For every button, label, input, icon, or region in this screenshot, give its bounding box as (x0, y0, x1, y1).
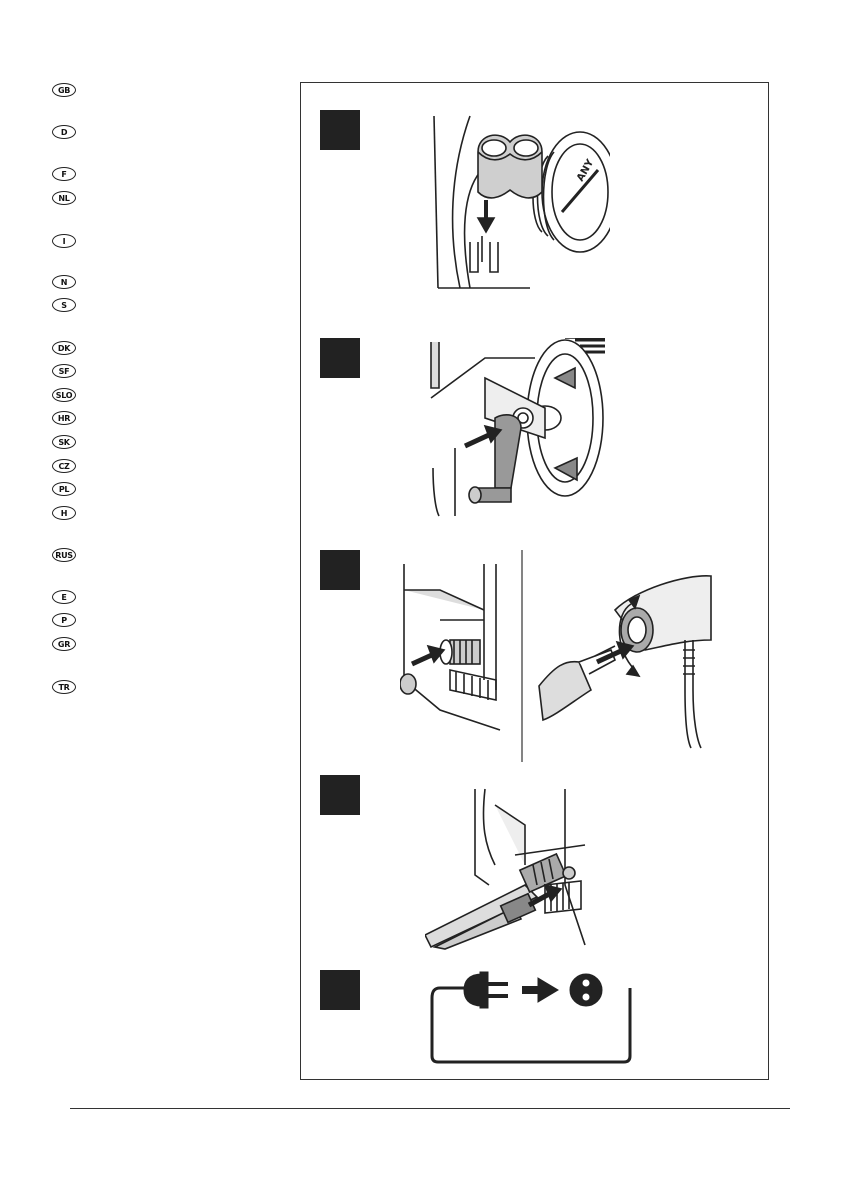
lang-badge: P (52, 613, 76, 627)
lang-badge: NL (52, 191, 76, 205)
lang-badge: TR (52, 680, 76, 694)
lang-badge: D (52, 125, 76, 139)
lang-badge: I (52, 234, 76, 248)
language-list (0, 0, 120, 720)
svg-text:ANY: ANY (575, 157, 597, 184)
crank-handle-icon (425, 338, 605, 518)
water-supply-icon (425, 785, 600, 950)
lang-badge: PL (52, 482, 76, 496)
lang-badge: SLO (52, 388, 76, 402)
panel-divider (521, 550, 523, 762)
step-box-1 (320, 110, 360, 150)
lang-badge: RUS (52, 548, 76, 562)
lang-badge: S (52, 298, 76, 312)
lang-badge: H (52, 506, 76, 520)
footer-rule (70, 1108, 790, 1109)
step-box-5 (320, 970, 360, 1010)
plug-power-icon (428, 970, 633, 1065)
hose-connection-icon (400, 560, 520, 740)
step-box-2 (320, 338, 360, 378)
lang-badge: DK (52, 341, 76, 355)
lang-badge: F (52, 167, 76, 181)
lang-badge: SF (52, 364, 76, 378)
bracket-mount-icon (430, 112, 610, 292)
spray-gun-icon (535, 570, 715, 750)
lang-badge: SK (52, 435, 76, 449)
lang-badge: CZ (52, 459, 76, 473)
step-box-4 (320, 775, 360, 815)
lang-badge: HR (52, 411, 76, 425)
lang-badge: GR (52, 637, 76, 651)
lang-badge: N (52, 275, 76, 289)
step-box-3 (320, 550, 360, 590)
lang-badge: GB (52, 83, 76, 97)
lang-badge: E (52, 590, 76, 604)
